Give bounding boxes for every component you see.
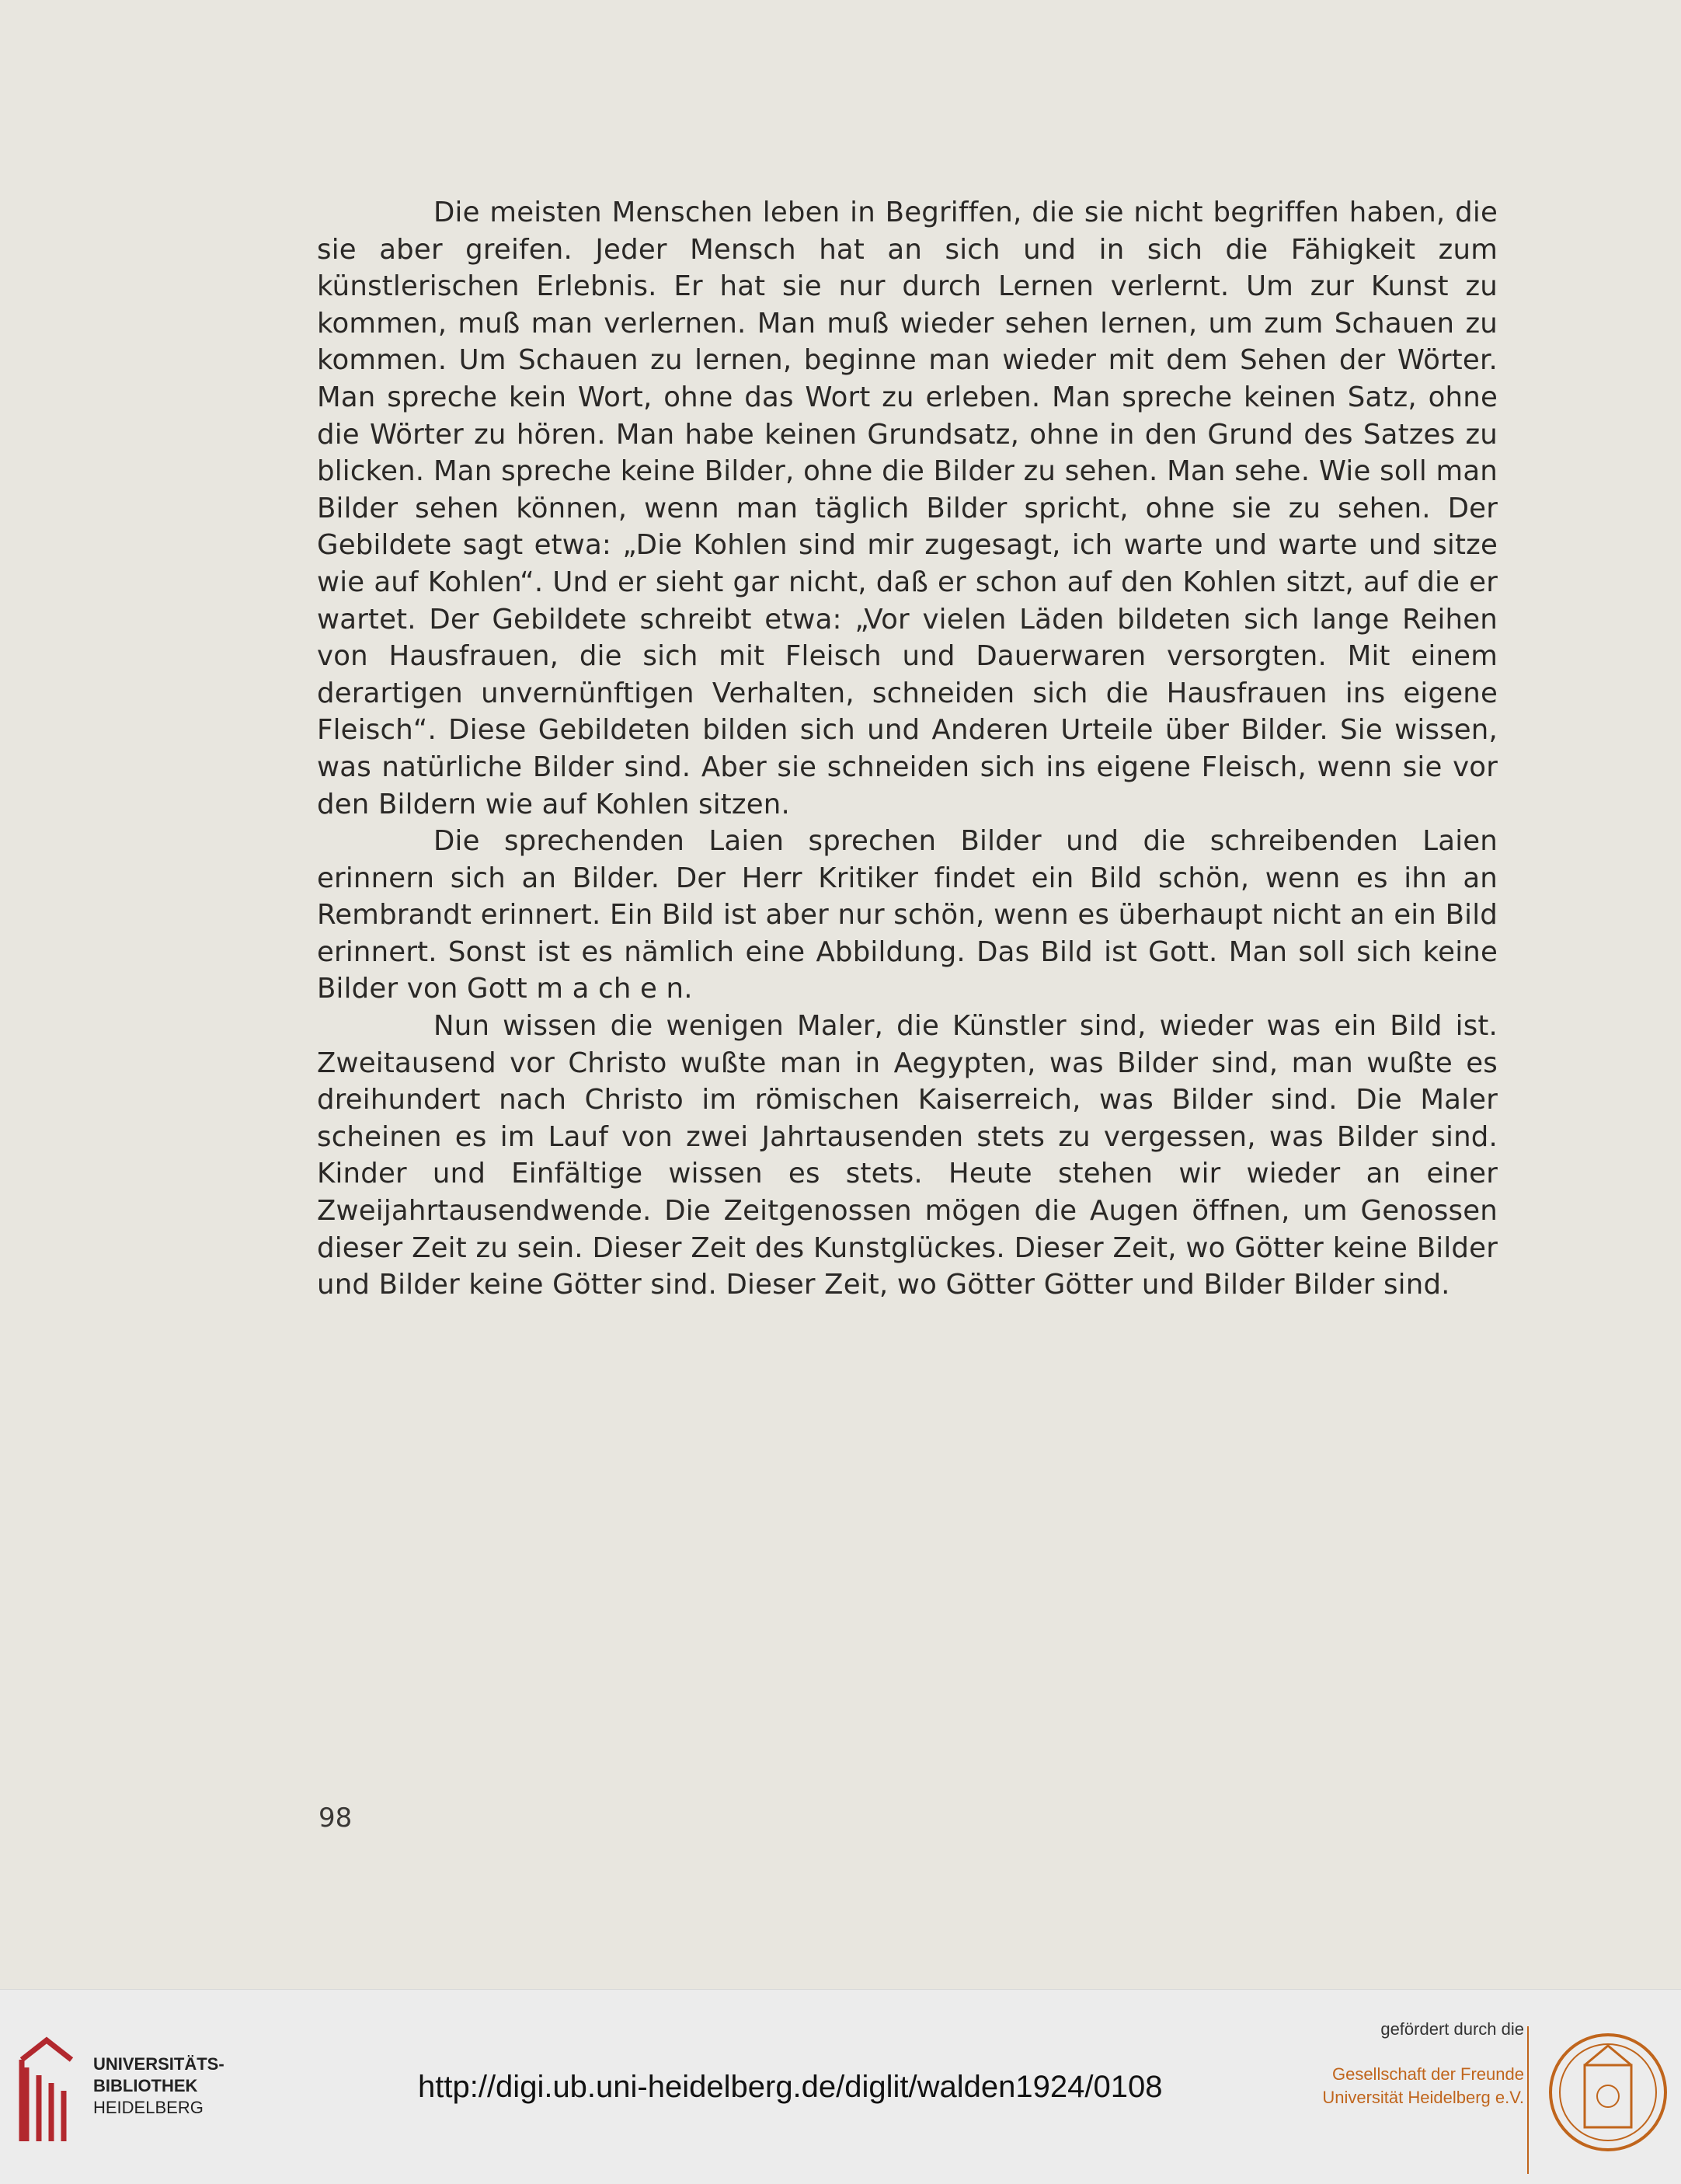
paragraph-3: Nun wissen die wenigen Maler, die Künstler sind, wieder was ein Bild ist. Zweitausend vor Christo wußte man in Aegypten, was Bilder sind, man wußte es dreihundert nach Christo im römischen Kaiserreich, was Bilder sind. Die Maler scheinen es im Lauf von zwei Jahrtausenden stets zu vergessen, was Bilder sind. Kinder und Einfältige wissen es stets. Heute stehen wir wieder an einer Zweijahrtausendwende. Die Zeitgenossen mögen die Augen öffnen, um Genossen dieser Zeit zu sein. Dieser Zeit des Kunstglückes. Dieser Zeit, wo Götter keine Bilder und Bilder keine Götter sind. Dieser Zeit, wo Götter Götter und Bilder Bilder sind.	[317, 1010, 1498, 1301]
university-seal-icon	[1546, 2019, 1670, 2166]
page-number: 98	[318, 1803, 353, 1834]
footer-divider	[1527, 2026, 1529, 2174]
library-name: UNIVERSITÄTS- BIBLIOTHEK HEIDELBERG	[93, 2054, 224, 2117]
permalink-url[interactable]: http://digi.ub.uni-heidelberg.de/diglit/walden1924/0108	[418, 2070, 1163, 2104]
sponsor-lead: gefördert durch die	[1380, 2019, 1524, 2039]
library-logo-icon	[16, 2036, 78, 2145]
paragraph-2: Die sprechenden Laien sprechen Bilder und die schreibenden Laien erinnern sich an Bilder. Der Herr Kritiker findet ein Bild schön, wenn es ihn an Rembrandt erinnert. Ein Bild ist aber nur schön, wenn es überhaupt nicht an ein Bild erinnert. Sonst ist es nämlich eine Abbildung. Das Bild ist Gott. Man soll sich keine Bilder von Gott m a ch e n.	[317, 825, 1498, 1005]
library-logo[interactable]	[16, 2036, 233, 2145]
body-text	[317, 194, 1498, 1304]
sponsor-org-line2: Universität Heidelberg e.V.	[1322, 2088, 1524, 2107]
paragraph-1: Die meisten Menschen leben in Begriffen, die sie nicht begriffen haben, die sie aber greifen. Jeder Mensch hat an sich und in sich die Fähigkeit zum künstlerischen Erlebnis. Er hat sie nur durch Lernen verlernt. Um zur Kunst zu kommen, muß man verlernen. Man muß wieder sehen lernen, um zum Schauen zu kommen. Um Schauen zu lernen, beginne man wieder mit dem Sehen der Wörter. Man spreche kein Wort, ohne das Wort zu erleben. Man spreche keinen Satz, ohne die Wörter zu hören. Man habe keinen Grundsatz, ohne in den Grund des Satzes zu blicken. Man spreche keine Bilder, ohne die Bilder zu sehen. Man sehe. Wie soll man Bilder sehen können, wenn man täglich Bilder spricht, ohne sie zu sehen. Der Gebildete sagt etwa: „Die Kohlen sind mir zugesagt, ich warte und warte und sitze wie auf Kohlen“. Und er sieht gar nicht, daß er schon auf den Kohlen sitzt, auf die er wartet. Der Gebildete schreibt etwa: „Vor vielen Läden bildeten sich lange Reihen von Hausfrauen, die sich mit Fleisch und Dauerwaren versorgten. Mit einem derartigen unvernünftigen Verhalten, schneiden sich die Hausfrauen ins eigene Fleisch“. Diese Gebildeten bilden sich und Anderen Urteile über Bilder. Sie wissen, was natürliche Bilder sind. Aber sie schneiden sich ins eigene Fleisch, wenn sie vor den Bildern wie auf Kohlen sitzen.	[317, 197, 1498, 820]
sponsor-block	[1299, 2019, 1524, 2109]
sponsor-org-line1: Gesellschaft der Freunde	[1331, 2064, 1524, 2084]
